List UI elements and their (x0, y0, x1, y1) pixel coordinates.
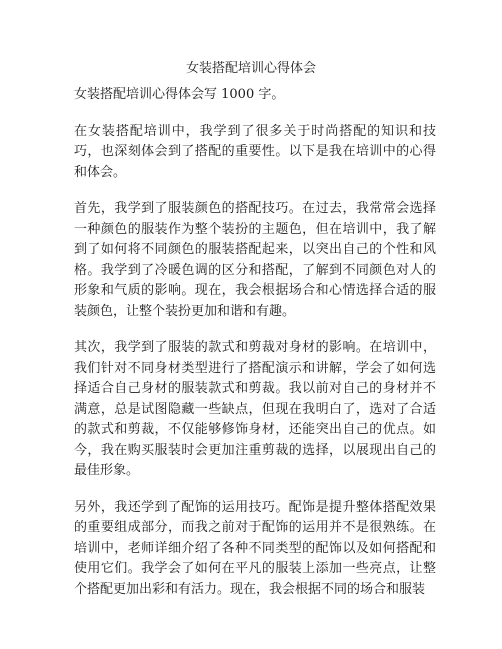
paragraph-cut: 其次，我学到了服装的款式和剪裁对身材的影响。在培训中，我们针对不同身材类型进行了搭配演示和讲解，学会了如何选择适合自己身材的服装款式和剪裁。我以前对自己的身材并不满意，总是试图隐藏一些缺点，但现在我明白了，选对了合适的款式和剪裁，不仅能够修饰身材，还能突出自己的优点。如今，我在购买服装时会更加注重剪裁的选择，以展现出自己的最佳形象。 (74, 340, 436, 478)
paragraph-intro: 女装搭配培训心得体会写 1000 字。 (74, 87, 285, 102)
paragraph-accessories: 另外，我还学到了配饰的运用技巧。配饰是提升整体搭配效果的重要组成部分，而我之前对于配饰的运用并不是很熟练。在培训中，老师详细介绍了各种不同类型的配饰以及如何搭配和使用它们。我学会了如何在平凡的服装上添加一些亮点，让整个搭配更加出彩和有活力。现在，我会根据不同的场合和服装 (74, 499, 436, 597)
paragraph-overview: 在女装搭配培训中，我学到了很多关于时尚搭配的知识和技巧，也深刻体会到了搭配的重要性。以下是我在培训中的心得和体会。 (74, 123, 436, 180)
document-body (74, 85, 436, 616)
document-title: 女装搭配培训心得体会 (185, 61, 316, 76)
paragraph-color: 首先，我学到了服装颜色的搭配技巧。在过去，我常常会选择一种颜色的服装作为整个装扮的主题色，但在培训中，我了解到了如何将不同颜色的服装搭配起来，以突出自己的个性和风格。我学到了冷暖色调的区分和搭配，了解到不同颜色对人的形象和气质的影响。现在，我会根据场合和心情选择合适的服装颜色，让整个装扮更加和谐和有趣。 (74, 201, 436, 319)
